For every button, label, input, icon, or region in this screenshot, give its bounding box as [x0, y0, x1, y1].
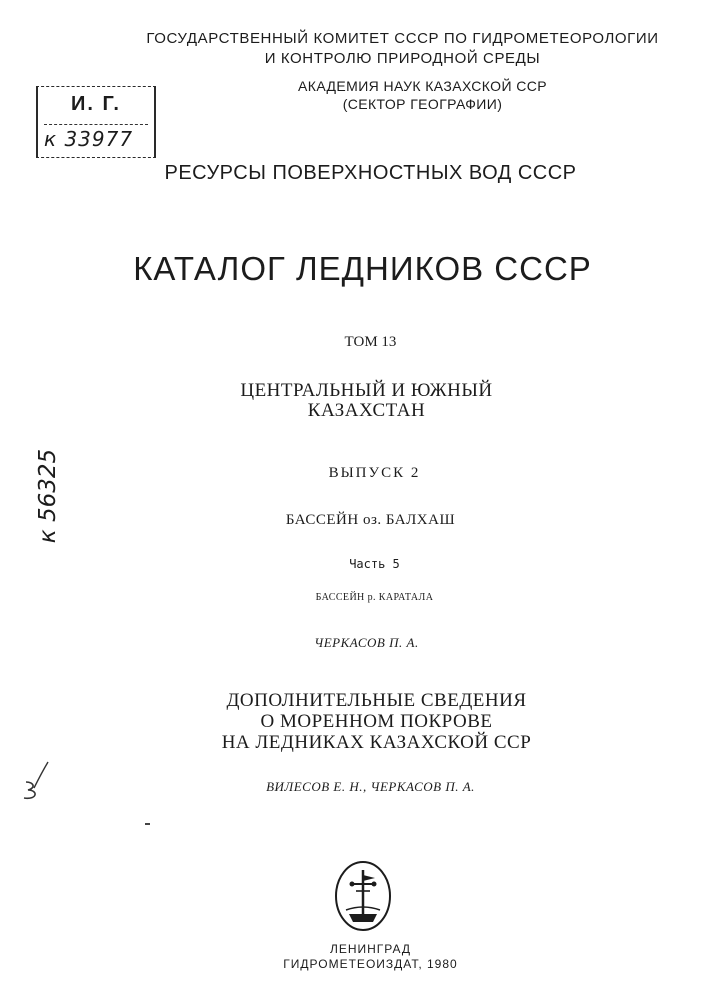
print-speck — [145, 823, 150, 825]
series-title: РЕСУРСЫ ПОВЕРХНОСТНЫХ ВОД СССР — [164, 162, 577, 184]
publisher-city: ЛЕНИНГРАД — [329, 942, 412, 956]
side-inventory-number: к 56325 — [35, 448, 61, 544]
supplement-line-2: О МОРЕННОМ ПОКРОВЕ — [260, 711, 493, 732]
stamp-top-text: И. Г. — [71, 93, 121, 115]
academy-line-1: АКАДЕМИЯ НАУК КАЗАХСКОЙ ССР — [298, 78, 547, 94]
authors-2: ВИЛЕСОВ Е. Н., ЧЕРКАСОВ П. А. — [266, 779, 475, 794]
issue: ВЫПУСК 2 — [328, 465, 421, 481]
committee-line-2: И КОНТРОЛЮ ПРИРОДНОЙ СРЕДЫ — [264, 50, 541, 67]
supplement-line-1: ДОПОЛНИТЕЛЬНЫЕ СВЕДЕНИЯ — [226, 690, 527, 711]
author-1: ЧЕРКАСОВ П. А. — [314, 635, 419, 650]
publisher-emblem — [334, 860, 392, 932]
stamp-number: к 33977 — [44, 127, 134, 151]
sub-basin: БАССЕЙН р. КАРАТАЛА — [315, 592, 434, 603]
main-title: КАТАЛОГ ЛЕДНИКОВ СССР — [133, 250, 592, 287]
supplement-line-3: НА ЛЕДНИКАХ КАЗАХСКОЙ ССР — [221, 732, 532, 753]
stamp-divider — [44, 124, 148, 125]
region-line-1: ЦЕНТРАЛЬНЫЙ И ЮЖНЫЙ — [240, 380, 493, 401]
academy-line-2: (СЕКТОР ГЕОГРАФИИ) — [342, 96, 503, 112]
handwritten-mark — [12, 758, 62, 806]
volume: ТОМ 13 — [344, 334, 397, 350]
committee-line-1: ГОСУДАРСТВЕННЫЙ КОМИТЕТ СССР ПО ГИДРОМЕТЕОРОЛОГИИ — [146, 30, 659, 47]
part: Часть 5 — [349, 557, 400, 571]
basin: БАССЕЙН оз. БАЛХАШ — [285, 512, 456, 528]
region-line-2: КАЗАХСТАН — [307, 400, 426, 421]
publisher-name-year: ГИДРОМЕТЕОИЗДАТ, 1980 — [283, 957, 458, 971]
